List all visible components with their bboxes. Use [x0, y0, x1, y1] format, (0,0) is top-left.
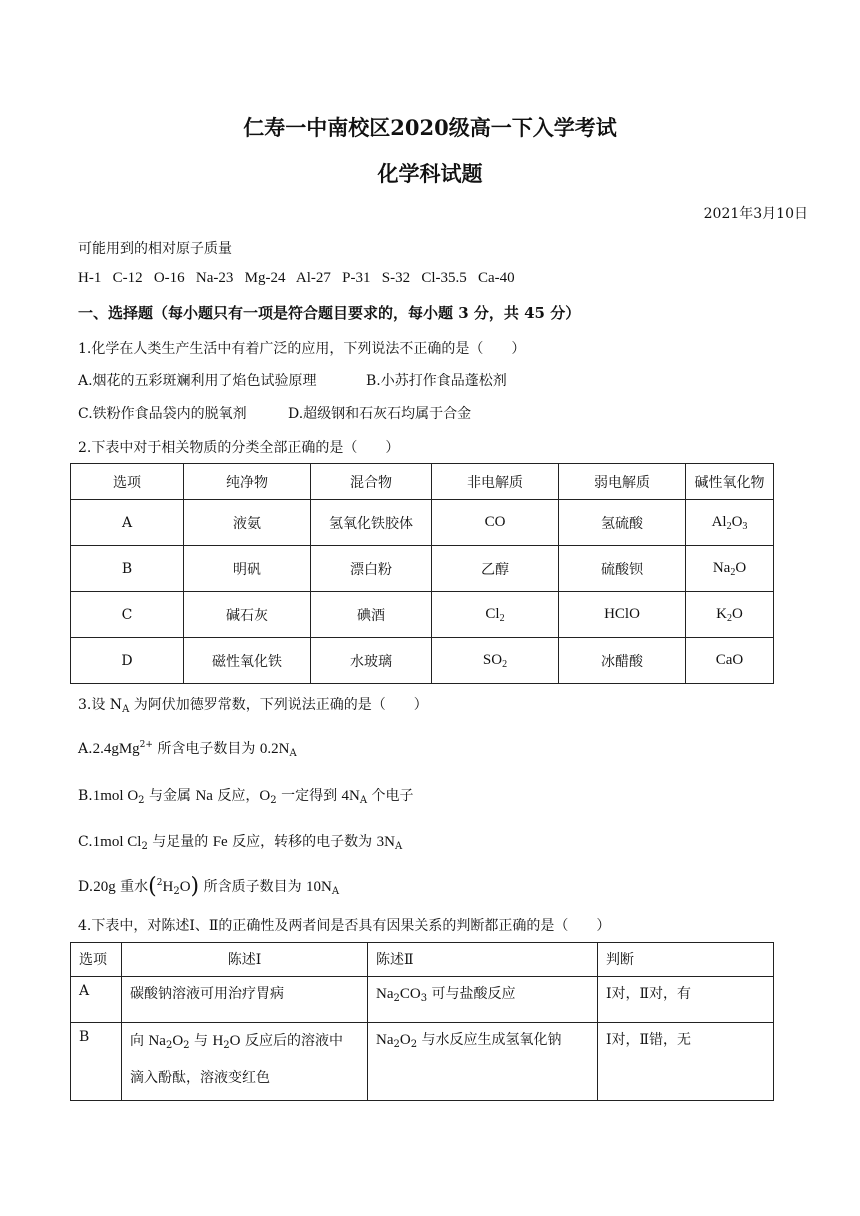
q4-stem: 4.下表中，对陈述Ⅰ、Ⅱ的正确性及两者间是否具有因果关系的判断都正确的是（ ）: [78, 918, 611, 934]
table-cell: $Na_2O_2$ 与水反应生成氢氧化钠: [368, 1023, 598, 1101]
table-row: [71, 1023, 774, 1101]
header-cell: 碱性氧化物: [686, 464, 774, 500]
q3-option-a: A.2.4gMg$^{2+}$ 所含电子数目为 $0.2N_A$: [78, 740, 297, 759]
table-cell: Ⅰ对，Ⅱ对，有: [598, 977, 774, 1023]
exam-title: 仁寿一中南校区2020级高一下入学考试: [243, 115, 617, 140]
table-cell: 磁性氧化铁: [184, 638, 311, 684]
header-cell: 弱电解质: [559, 464, 686, 500]
table-cell: B: [71, 1023, 122, 1101]
table-cell: 氢硫酸: [559, 500, 686, 546]
q3-option-b: B.1mol $O_2$ 与金属 Na 反应，$O_2$ 一定得到 $4N_A$ 个电子: [78, 788, 414, 806]
q3-stem: 3.设 $N_A$ 为阿伏加德罗常数，下列说法正确的是（ ）: [78, 697, 428, 715]
table-cell: HClO: [559, 592, 686, 638]
header-cell: 判断: [598, 943, 774, 977]
table-cell: 明矾: [184, 546, 311, 592]
table-cell: 水玻璃: [311, 638, 432, 684]
header-cell: 混合物: [311, 464, 432, 500]
formula-cl2: $Cl_2$: [432, 592, 559, 638]
table-cell: 碱石灰: [184, 592, 311, 638]
table-cell: 碳酸钠溶液可用治疗胃病: [122, 977, 368, 1023]
q3-option-c: C.1mol $Cl_2$ 与足量的 Fe 反应，转移的电子数为 $3N_A$: [78, 834, 403, 852]
table-row: [71, 977, 774, 1023]
table-row: [71, 592, 774, 638]
table-cell: 氢氧化铁胶体: [311, 500, 432, 546]
table-row: [71, 546, 774, 592]
atomic-mass-values: H-1 C-12 O-16 Na-23 Mg-24 Al-27 P-31 S-32 Cl-35.5 Ca-40: [78, 270, 515, 286]
table-cell: 乙醇: [432, 546, 559, 592]
q2-stem: 2.下表中对于相关物质的分类全部正确的是（ ）: [78, 440, 400, 456]
atomic-mass-label: 可能用到的相对原子质量: [78, 241, 232, 257]
header-cell: 选项: [71, 464, 184, 500]
header-cell: 选项: [71, 943, 122, 977]
table-cell: $Na_2CO_3$ 可与盐酸反应: [368, 977, 598, 1023]
table-cell: A: [71, 977, 122, 1023]
table-cell: C: [71, 592, 184, 638]
q4-statement-table: [70, 942, 774, 1101]
header-cell: 纯净物: [184, 464, 311, 500]
q3-option-d: D.20g 重水$(^2H_2O)$ 所含质子数目为 $10N_A$: [78, 874, 340, 899]
exam-subtitle: 化学科试题: [377, 161, 483, 186]
table-cell: CO: [432, 500, 559, 546]
table-cell: D: [71, 638, 184, 684]
header-cell: 非电解质: [432, 464, 559, 500]
table-header-row: [71, 464, 774, 500]
section-heading: 一、选择题（每小题只有一项是符合题目要求的，每小题 3 分，共 45 分）: [78, 304, 581, 322]
header-cell: 陈述Ⅰ: [122, 943, 368, 977]
table-cell: 向 $Na_2O_2$ 与 $H_2O$ 反应后的溶液中 滴入酚酞，溶液变红色: [122, 1023, 368, 1101]
formula-cao: CaO: [686, 638, 774, 684]
table-cell: 碘酒: [311, 592, 432, 638]
table-cell: B: [71, 546, 184, 592]
table-row: [71, 638, 774, 684]
formula-al2o3: $Al_2O_3$: [686, 500, 774, 546]
table-cell: 冰醋酸: [559, 638, 686, 684]
q1-option-a: A.烟花的五彩斑斓利用了焰色试验原理: [78, 373, 317, 389]
q1-option-c: C.铁粉作食品袋内的脱氧剂: [78, 406, 247, 422]
exam-date: 2021年3月10日: [703, 206, 808, 222]
q2-classification-table: [70, 463, 774, 684]
q1-option-d: D.超级钢和石灰石均属于合金: [288, 406, 472, 422]
table-row: [71, 500, 774, 546]
table-cell: 硫酸钡: [559, 546, 686, 592]
formula-so2: $SO_2$: [432, 638, 559, 684]
q1-stem: 1.化学在人类生产生活中有着广泛的应用，下列说法不正确的是（ ）: [78, 341, 526, 357]
table-cell: Ⅰ对，Ⅱ错，无: [598, 1023, 774, 1101]
header-cell: 陈述Ⅱ: [368, 943, 598, 977]
table-cell: 漂白粉: [311, 546, 432, 592]
table-cell: 液氨: [184, 500, 311, 546]
table-header-row: [71, 943, 774, 977]
table-cell: A: [71, 500, 184, 546]
q1-option-b: B.小苏打作食品蓬松剂: [366, 373, 507, 389]
formula-na2o: $Na_2O$: [686, 546, 774, 592]
formula-k2o: $K_2O$: [686, 592, 774, 638]
